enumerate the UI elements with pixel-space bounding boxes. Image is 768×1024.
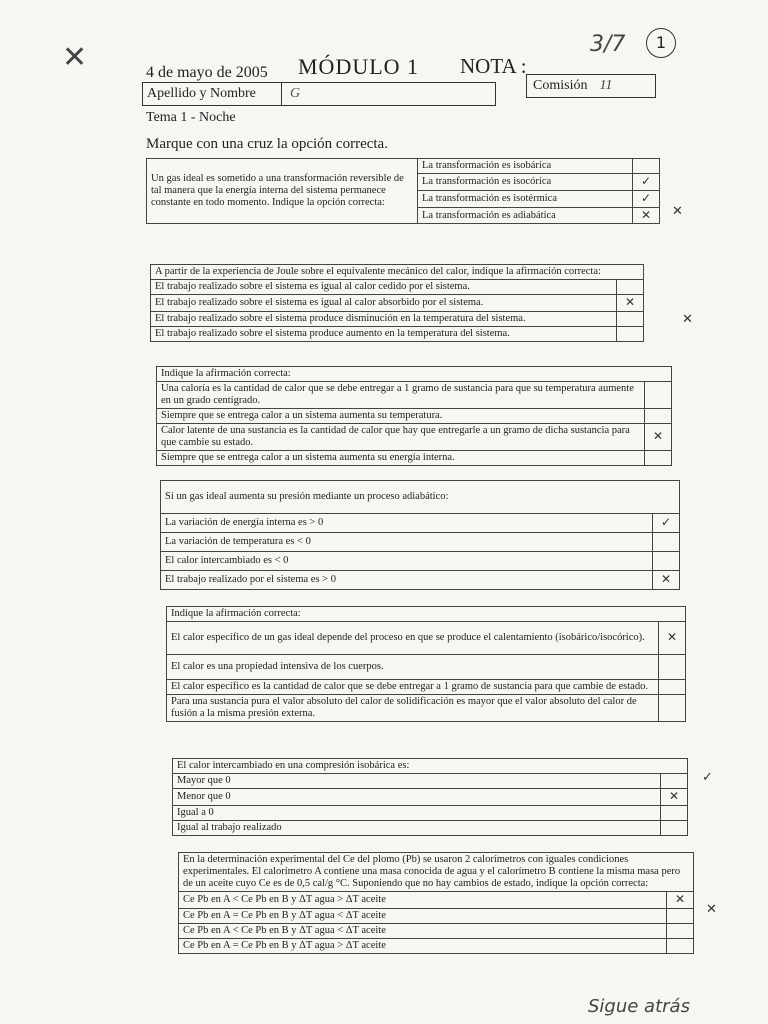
question-1-stem: Un gas ideal es sometido a una transformación reversible de tal manera que la energía interna del sistema permanece constante en todo momento. Indique la opción correcta:	[147, 159, 418, 224]
answer-box[interactable]	[633, 159, 660, 174]
footer-note: Sigue atrás	[588, 996, 690, 1017]
answer-box[interactable]: ✕	[667, 892, 694, 909]
answer-box[interactable]	[667, 908, 694, 923]
answer-box[interactable]: ✕	[617, 295, 644, 312]
answer-box[interactable]	[661, 820, 688, 835]
option: La transformación es adiabática	[418, 207, 633, 224]
question-7	[178, 852, 694, 954]
circled-number: 1	[646, 28, 676, 58]
option: Siempre que se entrega calor a un sistema aumenta su temperatura.	[157, 409, 645, 424]
instructions: Marque con una cruz la opción correcta.	[146, 136, 388, 152]
answer-box[interactable]	[617, 326, 644, 341]
answer-box[interactable]: ✓	[633, 190, 660, 207]
question-5	[166, 606, 686, 722]
option: Ce Pb en A < Ce Pb en B y ΔT agua > ΔT aceite	[179, 892, 667, 909]
option: El trabajo realizado sobre el sistema produce disminución en la temperatura del sistema.	[151, 311, 617, 326]
option: Menor que 0	[173, 789, 661, 806]
question-6	[172, 758, 688, 836]
comision-field[interactable]	[526, 74, 656, 98]
name-value: G	[290, 86, 301, 101]
option: El trabajo realizado sobre el sistema es igual al calor cedido por el sistema.	[151, 280, 617, 295]
option: Ce Pb en A < Ce Pb en B y ΔT agua < ΔT aceite	[179, 924, 667, 939]
answer-box[interactable]: ✕	[645, 424, 672, 451]
answer-box[interactable]	[661, 805, 688, 820]
answer-box[interactable]: ✓	[653, 514, 680, 533]
margin-mark: ✕	[682, 312, 693, 327]
question-7-stem: En la determinación experimental del Ce del plomo (Pb) se usaron 2 calorímetros con iguales condiciones experimentales. El calorímetro A contiene una masa conocida de agua y el calorímetro B contiene la misma masa pero de un aceite cuyo Ce es de 0,5 cal/g °C. Suponiendo que no hay cambios de estado, indique la opción correcta:	[179, 853, 694, 892]
question-4	[160, 480, 680, 590]
module-title: MÓDULO 1	[298, 54, 420, 79]
answer-box[interactable]	[617, 311, 644, 326]
margin-mark: ✕	[706, 902, 717, 917]
margin-mark: ✓	[702, 770, 713, 785]
option: La transformación es isobárica	[418, 159, 633, 174]
answer-box[interactable]: ✕	[633, 207, 660, 224]
option: Para una sustancia pura el valor absoluto del calor de solidificación es mayor que el valor absoluto del calor de fusión a la misma presión externa.	[167, 695, 659, 722]
question-4-stem: Si un gas ideal aumenta su presión mediante un proceso adiabático:	[161, 481, 680, 514]
answer-box[interactable]	[653, 552, 680, 571]
answer-box[interactable]: ✕	[659, 622, 686, 655]
option: El calor es una propiedad intensiva de los cuerpos.	[167, 655, 659, 680]
answer-box[interactable]	[645, 382, 672, 409]
option: El calor intercambiado es < 0	[161, 552, 653, 571]
question-6-stem: El calor intercambiado en una compresión isobárica es:	[173, 759, 688, 774]
question-1	[146, 158, 660, 224]
option: Ce Pb en A = Ce Pb en B y ΔT agua < ΔT aceite	[179, 908, 667, 923]
option: El calor específico es la cantidad de calor que se debe entregar a 1 gramo de sustancia para que cambie de estado.	[167, 680, 659, 695]
question-2	[150, 264, 644, 342]
option: El calor específico de un gas ideal depende del proceso en que se produce el calentamiento (isobárico/isocórico).	[167, 622, 659, 655]
name-label: Apellido y Nombre	[143, 83, 282, 105]
option: El trabajo realizado sobre el sistema es igual al calor absorbido por el sistema.	[151, 295, 617, 312]
option: Igual a 0	[173, 805, 661, 820]
answer-box[interactable]	[659, 680, 686, 695]
answer-box[interactable]	[645, 409, 672, 424]
nota-label: NOTA :	[460, 54, 527, 78]
answer-box[interactable]	[653, 533, 680, 552]
handwritten-score: 3/7	[590, 32, 626, 57]
answer-box[interactable]	[659, 695, 686, 722]
option: Igual al trabajo realizado	[173, 820, 661, 835]
option: Ce Pb en A = Ce Pb en B y ΔT agua > ΔT aceite	[179, 939, 667, 954]
comision-label: Comisión	[533, 78, 588, 93]
name-field[interactable]	[142, 82, 496, 106]
answer-box[interactable]	[667, 939, 694, 954]
question-3	[156, 366, 672, 466]
question-3-stem: Indique la afirmación correcta:	[157, 367, 672, 382]
answer-box[interactable]	[661, 774, 688, 789]
answer-box[interactable]: ✕	[661, 789, 688, 806]
question-5-stem: Indique la afirmación correcta:	[167, 607, 686, 622]
option: El trabajo realizado por el sistema es > 0	[161, 571, 653, 590]
option: La variación de energía interna es > 0	[161, 514, 653, 533]
option: La transformación es isocórica	[418, 174, 633, 191]
option: La transformación es isotérmica	[418, 190, 633, 207]
exam-date: 4 de mayo de 2005	[146, 64, 268, 81]
answer-box[interactable]: ✕	[653, 571, 680, 590]
answer-box[interactable]	[659, 655, 686, 680]
option: La variación de temperatura es < 0	[161, 533, 653, 552]
comision-value: 11	[599, 78, 613, 93]
answer-box[interactable]	[617, 280, 644, 295]
tema-label: Tema 1 - Noche	[146, 110, 236, 125]
answer-box[interactable]: ✓	[633, 174, 660, 191]
option: Una caloría es la cantidad de calor que se debe entregar a 1 gramo de sustancia para que su temperatura aumente en un grado centígrado.	[157, 382, 645, 409]
margin-mark: ✕	[672, 204, 683, 219]
option: El trabajo realizado sobre el sistema produce aumento en la temperatura del sistema.	[151, 326, 617, 341]
answer-box[interactable]	[667, 924, 694, 939]
option: Siempre que se entrega calor a un sistema aumenta su energía interna.	[157, 451, 645, 466]
corner-x-mark: ✕	[62, 40, 88, 75]
answer-box[interactable]	[645, 451, 672, 466]
option: Mayor que 0	[173, 774, 661, 789]
option: Calor latente de una sustancia es la cantidad de calor que hay que entregarle a un gramo de dicha sustancia para que cambie su estado.	[157, 424, 645, 451]
question-2-stem: A partir de la experiencia de Joule sobre el equivalente mecánico del calor, indique la afirmación correcta:	[151, 265, 644, 280]
